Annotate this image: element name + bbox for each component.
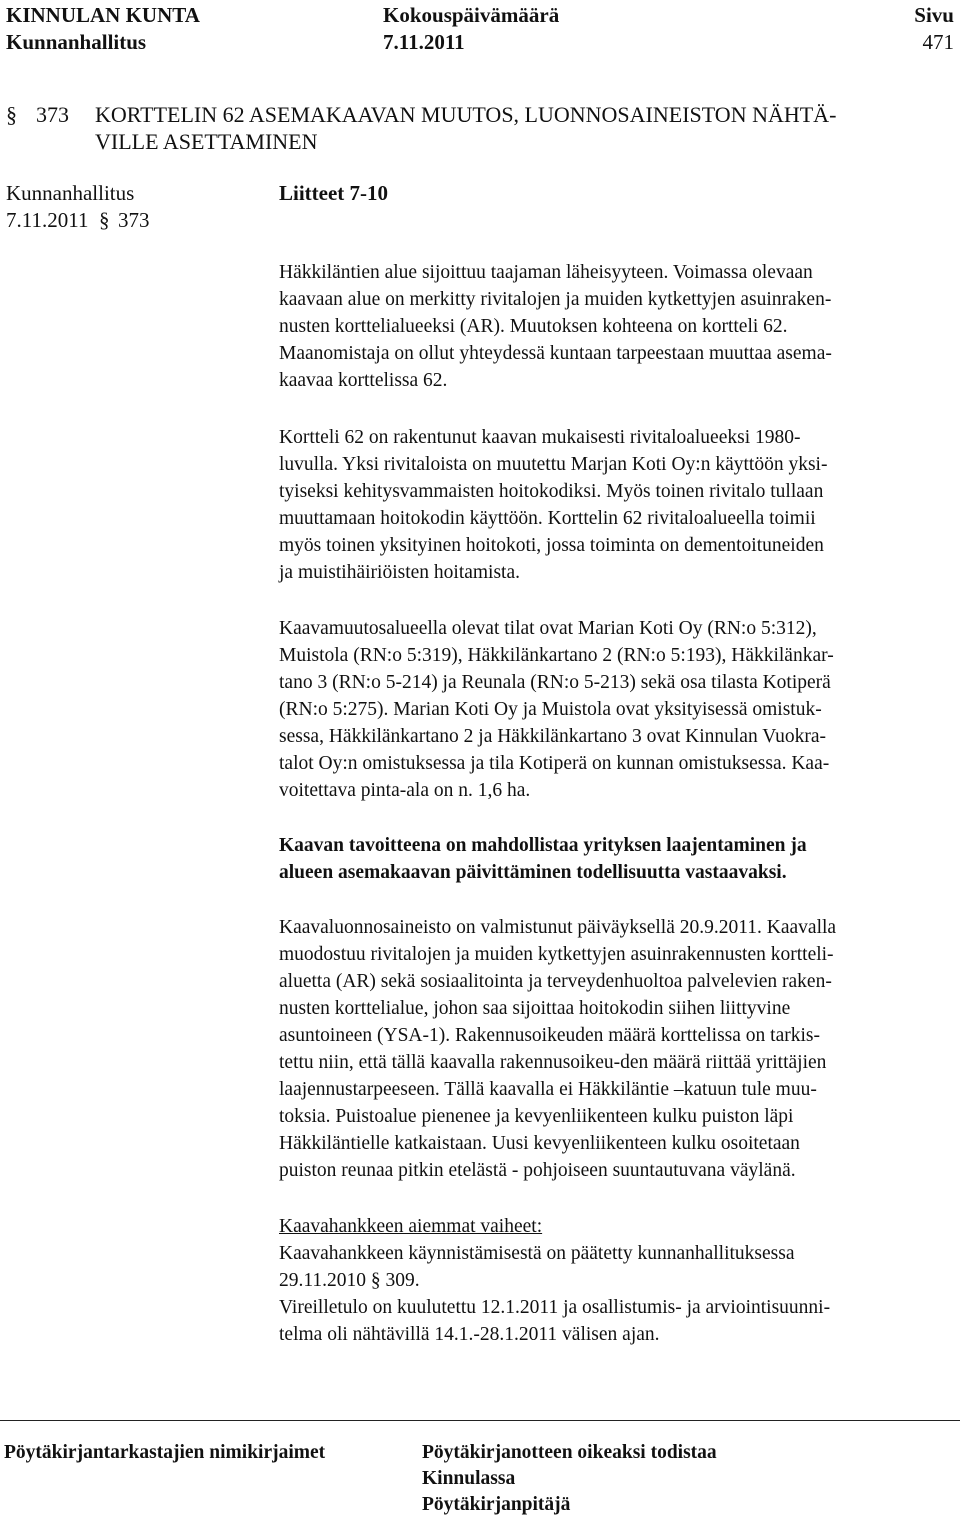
text-line: tano 3 (RN:o 5-214) ja Reunala (RN:o 5-213) sekä osa tilasta Kotiperä [279,672,831,693]
meeting-date-label: Kokouspäivämäärä [383,3,560,27]
paragraph-block-history [279,424,959,586]
footer-place: Kinnulassa [422,1468,516,1489]
text-line: puiston reunaa pitkin etelästä - pohjoiseen suuntautuvana väylänä. [279,1160,796,1181]
decision-number: 309. [385,1270,420,1291]
text-line: tyiseksi kehitysvammaisten hoitokodiksi. Myös toinen rivitalo tullaan [279,481,824,502]
text-line: nusten korttelialueeksi (AR). Muutoksen kohteena on kortteli 62. [279,316,788,337]
reference-section-mark: § [99,208,110,232]
footer-secretary: Pöytäkirjanpitäjä [422,1494,571,1515]
text-line: Kaavamuutosalueella olevat tilat ovat Marian Koti Oy (RN:o 5:312), [279,618,817,639]
text-line: voitettava pinta-ala on n. 1,6 ha. [279,780,531,801]
text-line: Maanomistaja on ollut yhteydessä kuntaan tarpeestaan muuttaa asema- [279,343,832,364]
reference-committee: Kunnanhallitus [6,181,135,205]
decision-section-mark: § [370,1270,381,1291]
section-mark: § [6,102,17,127]
paragraph-plan-goal [279,832,959,886]
page-label: Sivu [914,3,954,27]
reference-date: 7.11.2011 [6,208,89,232]
page-title-line-2: VILLE ASETTAMINEN [95,129,318,154]
text-line: tettu niin, että tällä kaavalla rakennusoikeu-den määrä riittää yrittäjien [279,1052,827,1073]
org-name: KINNULAN KUNTA [6,3,200,27]
text-line: alueen asemakaavan päivittäminen todellisuutta vastaavaksi. [279,862,787,883]
text-line: kaavaan alue on merkitty rivitalojen ja muiden kytkettyjen asuinraken- [279,289,832,310]
paragraph-properties [279,615,959,804]
text-line: muuttamaan hoitokodin käyttöön. Korttelin 62 rivitaloalueella toimii [279,508,816,529]
text-line: nusten korttelialue, johon saa sijoittaa hoitokodin siihen liittyvine [279,998,791,1019]
text-line: telma oli nähtävillä 14.1.-28.1.2011 välisen ajan. [279,1324,660,1345]
text-line: Kortteli 62 on rakentunut kaavan mukaisesti rivitaloalueeksi 1980- [279,427,801,448]
decision-date: 29.11.2010 [279,1270,367,1291]
text-line: talot Oy:n omistuksessa ja tila Kotiperä on kunnan omistuksessa. Kaa- [279,753,830,774]
text-line: toksia. Puistoalue pienenee ja kevyenliikenteen kulku puiston läpi [279,1106,794,1127]
footer-reviewers-initials: Pöytäkirjantarkastajien nimikirjaimet [4,1442,326,1463]
text-line: Häkkiläntielle katkaistaan. Uusi kevyenliikenteen kulku osoitetaan [279,1133,800,1154]
text-line: Vireilletulo on kuulutettu 12.1.2011 ja osallistumis- ja arviointisuunni- [279,1297,831,1318]
text-line: Muistola (RN:o 5:319), Häkkilänkartano 2 (RN:o 5:193), Häkkilänkar- [279,645,834,666]
text-line: luvulla. Yksi rivitaloista on muutettu Marjan Koti Oy:n käyttöön yksi- [279,454,828,475]
text-line: ja muistihäiriöisten hoitamista. [279,562,521,583]
page-number: 471 [922,30,954,54]
text-line: asuntoineen (YSA-1). Rakennusoikeuden määrä korttelissa on tarkis- [279,1025,820,1046]
history-heading: Kaavahankkeen aiemmat vaiheet: [279,1216,543,1237]
text-line: muodostuu rivitalojen ja muiden kytkettyjen asuinrakennusten kortteli- [279,944,834,965]
paragraph-area-description [279,259,959,394]
reference-number: 373 [118,208,150,232]
page-title-line-1: KORTTELIN 62 ASEMAKAAVAN MUUTOS, LUONNOSAINEISTON NÄHTÄ- [95,102,837,127]
committee-name: Kunnanhallitus [6,30,147,54]
text-line [279,1267,959,1294]
footer-certified-copy: Pöytäkirjanotteen oikeaksi todistaa [422,1442,717,1463]
text-line: laajennustarpeeseen. Tällä kaavalla ei Häkkiläntie –katuun tule muu- [279,1079,817,1100]
text-line: Häkkiläntien alue sijoittuu taajaman läheisyyteen. Voimassa olevaan [279,262,813,283]
text-line: myös toinen yksityinen hoitokoti, jossa toiminta on dementoituneiden [279,535,824,556]
text-line: Kaavaluonnosaineisto on valmistunut päiväyksellä 20.9.2011. Kaavalla [279,917,837,938]
text-line: kaavaa korttelissa 62. [279,370,448,391]
section-number: 373 [36,102,69,127]
text-line: (RN:o 5:275). Marian Koti Oy ja Muistola ovat yksityisessä omistuk- [279,699,822,720]
meeting-date: 7.11.2011 [383,30,465,54]
paragraph-draft-material [279,914,959,1184]
attachments: Liitteet 7-10 [279,181,389,205]
paragraph-previous-stages [279,1213,959,1348]
text-line: sessa, Häkkilänkartano 2 ja Häkkilänkartano 3 ovat Kinnulan Vuokra- [279,726,827,747]
footer-divider [0,1420,960,1421]
text-line: Kaavahankkeen käynnistämisestä on päätetty kunnanhallituksessa [279,1243,795,1264]
text-line: aluetta (AR) sekä sosiaalitointa ja terveydenhuoltoa palvelevien raken- [279,971,832,992]
text-line: Kaavan tavoitteena on mahdollistaa yrityksen laajentaminen ja [279,835,807,856]
